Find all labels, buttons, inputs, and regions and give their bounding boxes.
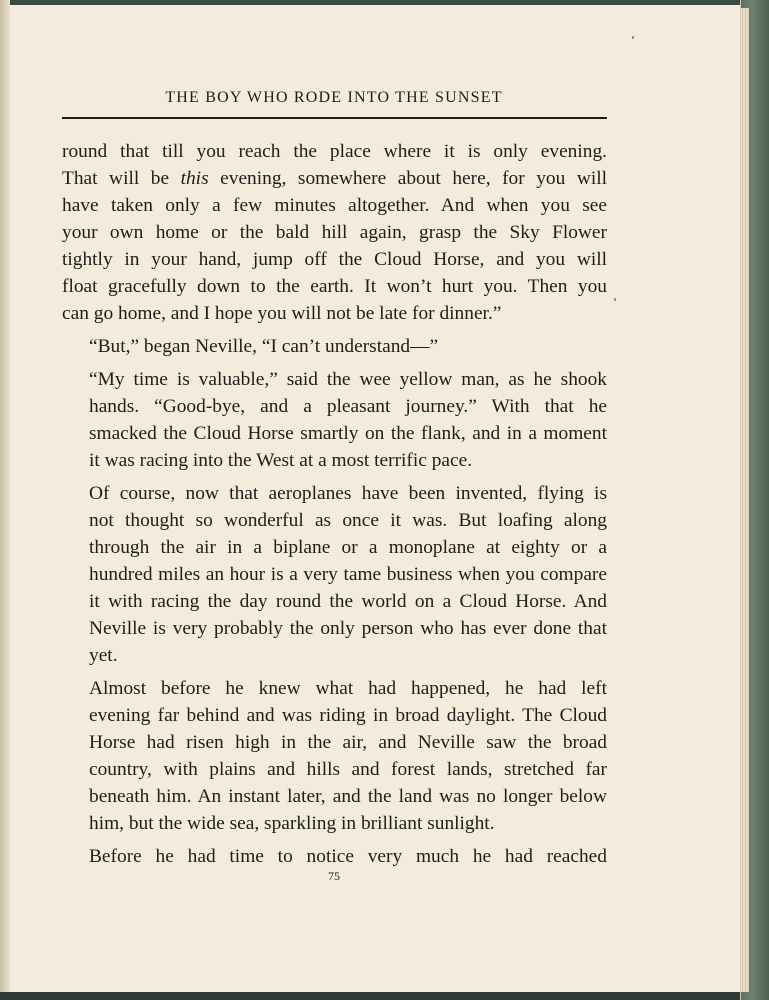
text-line [62,165,607,192]
text-line: Almost before he knew what had happened, he had left [89,678,607,699]
paragraph [62,138,607,327]
scan-top-edge [0,0,740,5]
paper-speck [614,298,616,301]
text-line: beneath him. An instant later, and the land was no longer below [89,786,607,807]
header-rule [62,117,607,119]
text-line: hundred miles an hour is a very tame business when you compare [89,564,607,585]
paragraph [62,333,607,360]
text-line: it with racing the day round the world on a Cloud Horse. And [89,591,607,612]
text-line: yet. [89,645,118,666]
text-line: your own home or the bald hill again, grasp the Sky Flower [62,222,607,243]
text-line: can go home, and I hope you will not be late for dinner.” [62,303,502,324]
scan-bottom-edge [0,992,740,1000]
page-number: 75 [328,869,340,883]
text-line-content: That will be this evening, somewhere about here, for you will [62,168,607,189]
text-line: him, but the wide sea, sparkling in brilliant sunlight. [89,813,495,834]
text-line: Neville is very probably the only person who has ever done that [89,618,607,639]
paragraph [62,480,607,669]
text-line: Of course, now that aeroplanes have been invented, flying is [89,483,607,504]
text-line: smacked the Cloud Horse smartly on the flank, and in a moment [89,423,607,444]
body-text [62,138,607,876]
text-line: country, with plains and hills and forest lands, stretched far [89,759,607,780]
text-line: through the air in a biplane or a monoplane at eighty or a [89,537,607,558]
paragraph [62,366,607,474]
running-head: THE BOY WHO RODE INTO THE SUNSET [165,89,503,106]
page-gutter [0,0,10,1000]
text-line: hands. “Good-bye, and a pleasant journey.” With that he [89,396,607,417]
text-line: have taken only a few minutes altogether. And when you see [62,195,607,216]
text-line: Before he had time to notice very much he had reached [89,846,607,867]
paragraph [62,675,607,837]
text-line: “But,” began Neville, “I can’t understand—” [89,336,439,357]
text-line: evening far behind and was riding in broad daylight. The Cloud [89,705,607,726]
emphasis: this [180,168,209,189]
text-line: round that till you reach the place where it is only evening. [62,141,607,162]
paper-speck [632,36,634,39]
text-line: Horse had risen high in the air, and Neville saw the broad [89,732,607,753]
text-line: “My time is valuable,” said the wee yellow man, as he shook [89,369,607,390]
paragraph [62,843,607,870]
text-line: not thought so wonderful as once it was. But loafing along [89,510,607,531]
text-line: tightly in your hand, jump off the Cloud Horse, and you will [62,249,607,270]
text-line: float gracefully down to the earth. It won’t hurt you. Then you [62,276,607,297]
text-line: it was racing into the West at a most terrific pace. [89,450,473,471]
